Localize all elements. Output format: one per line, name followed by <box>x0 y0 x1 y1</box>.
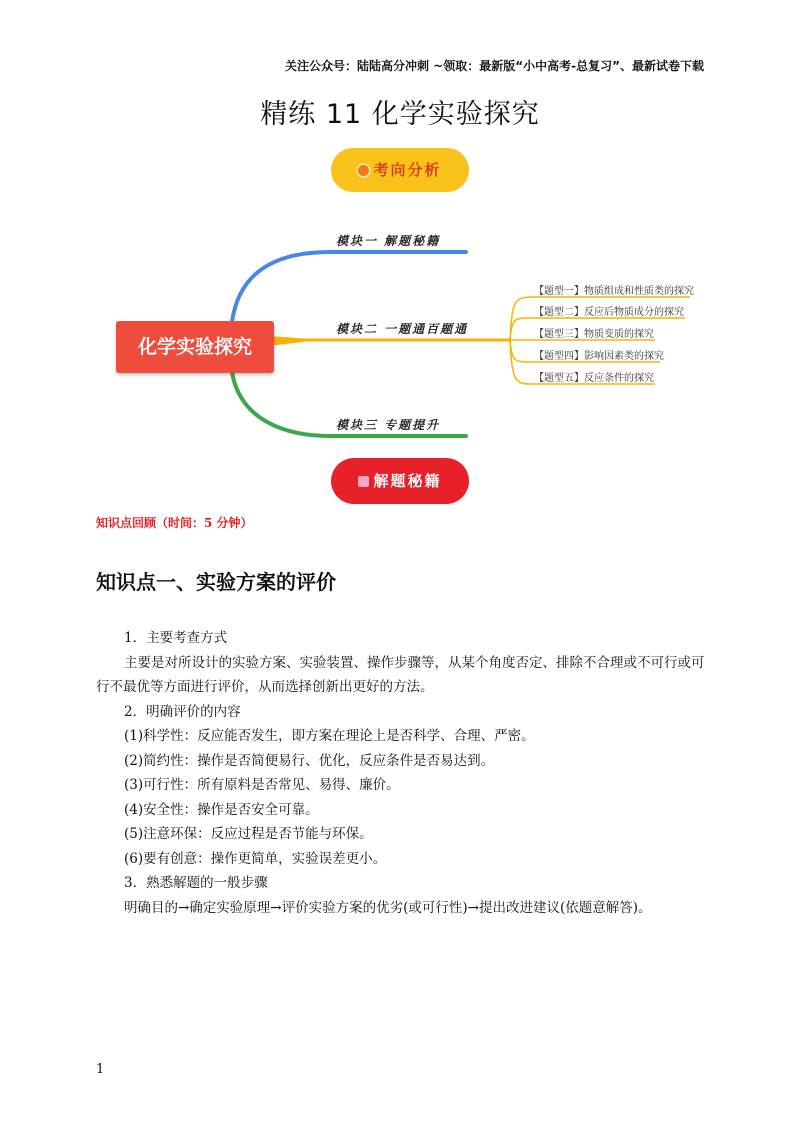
branch-label-module-3: 模块三 专题提升 <box>336 418 441 432</box>
sub-item-type-2: 【题型二】反应后物质成分的探究 <box>534 307 684 318</box>
branch-line-1 <box>232 252 466 322</box>
book-icon <box>358 476 369 487</box>
sub-item-type-4: 【题型四】影响因素类的探究 <box>534 351 664 362</box>
paragraph: (6)要有创意：操作更简单，实验误差更小。 <box>124 850 387 867</box>
paragraph: 2．明确评价的内容 <box>124 703 241 720</box>
page-title: 精练 11 化学实验探究 <box>260 99 540 130</box>
branch-taper-2 <box>268 336 312 346</box>
direction-analysis-badge <box>331 148 469 192</box>
paragraph: (3)可行性：所有原料是否常见、易得、廉价。 <box>124 777 400 793</box>
sub-item-type-1: 【题型一】物质组成和性质类的探究 <box>534 286 694 297</box>
sub-item-type-5: 【题型五】反应条件的探究 <box>534 373 654 384</box>
paragraph: (1)科学性：反应能否发生，即方案在理论上是否科学、合理、严密。 <box>124 728 535 744</box>
solving-tips-badge <box>331 458 469 504</box>
paragraph: 主要是对所设计的实验方案、实验装置、操作步骤等，从某个角度否定、排除不合理或不可行或可行不最优等方面进行评价，从而选择创新出更好的方法。 <box>96 654 705 695</box>
content-body <box>96 626 706 920</box>
page-number: 1 <box>96 1062 105 1077</box>
section-heading: 知识点一、实验方案的评价 <box>96 570 336 594</box>
branch-label-module-2: 模块二 一题通百题通 <box>336 322 469 336</box>
solving-tips-label: 解题秘籍 <box>373 472 442 490</box>
review-time-note: 知识点回顾（时间：5 分钟） <box>96 516 253 530</box>
direction-analysis-label: 考向分析 <box>373 161 442 179</box>
header-note: 关注公众号：陆陆高分冲刺 ~领取：最新版“小中高考-总复习”、最新试卷下载 <box>285 59 704 73</box>
sub-item-type-3: 【题型三】物质变质的探究 <box>534 329 654 340</box>
paragraph: 1．主要考查方式 <box>124 630 228 646</box>
paragraph: (2)简约性：操作是否简便易行、优化，反应条件是否易达到。 <box>124 752 495 769</box>
branch-label-module-1: 模块一 解题秘籍 <box>336 234 441 248</box>
paragraph: (5)注意环保：反应过程是否节能与环保。 <box>124 826 373 842</box>
paragraph: 3．熟悉解题的一般步骤 <box>124 875 268 891</box>
paragraph: 明确目的→确定实验原理→评价实验方案的优劣(或可行性)→提出改进建议(依题意解答)。 <box>124 899 652 916</box>
paragraph: (4)安全性：操作是否安全可靠。 <box>124 801 319 818</box>
sun-icon <box>358 165 369 176</box>
mindmap-center-node: 化学实验探究 <box>116 321 274 373</box>
